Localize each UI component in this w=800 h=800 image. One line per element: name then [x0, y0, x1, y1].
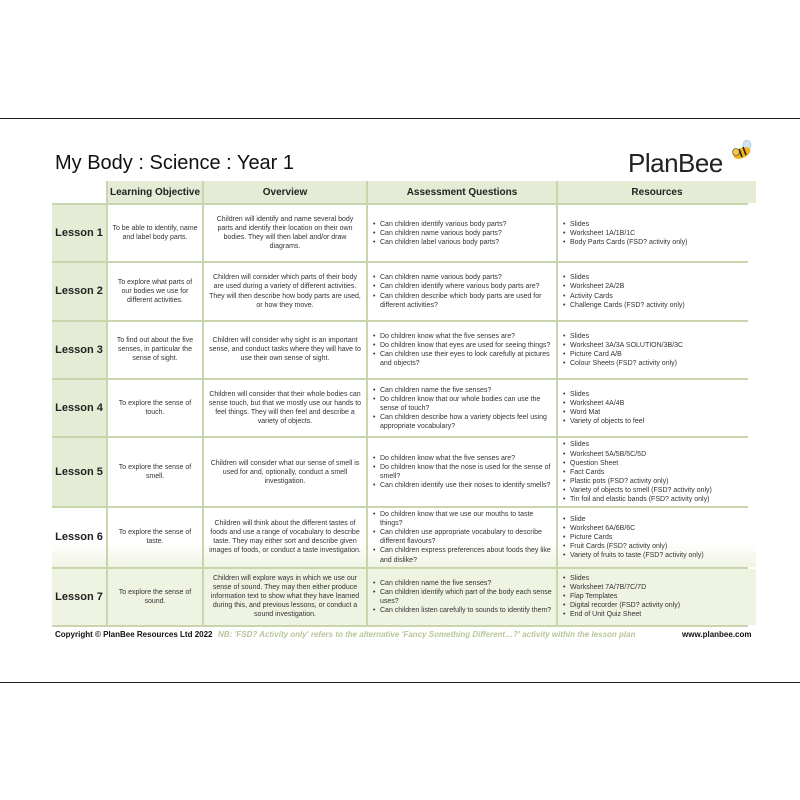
lesson-label: Lesson 3: [52, 322, 106, 378]
list-item: • Can children name various body parts?: [372, 229, 506, 238]
list-item: • Worksheet 1A/1B/1C: [562, 229, 687, 238]
fsd-note: NB: 'FSD? Activity only' refers to the alternative 'Fancy Something Different…?' activity within the lesson plan: [218, 630, 636, 639]
list-item: • Do children know what the five senses are?: [372, 332, 552, 341]
resources-list: [562, 515, 704, 560]
overview: Children will consider which parts of their body are used during a variety of different activities. They will then describe how body parts are used, or how they move.: [204, 263, 366, 319]
list-item: • Slides: [562, 390, 644, 399]
page-title: My Body : Science : Year 1: [55, 152, 295, 174]
resources-list: [562, 220, 687, 247]
lesson-label: Lesson 7: [52, 569, 106, 625]
overview: Children will think about the different tastes of foods and use a range of vocabulary to describe taste. They may either sort and describe given images of foods, or conduct a taste investigation.: [204, 508, 366, 567]
list-item: • Variety of objects to feel: [562, 417, 644, 426]
list-item: • Can children describe which body parts are used for different activities?: [372, 292, 552, 310]
list-item: • Activity Cards: [562, 292, 685, 301]
list-item: • Do children know that our whole bodies can use the sense of touch?: [372, 395, 552, 413]
list-item: • Worksheet 4A/4B: [562, 399, 644, 408]
planbee-logo: PlanBee: [628, 148, 723, 178]
resources-list: [558, 205, 756, 261]
resources-list: [558, 508, 756, 567]
assessment-questions: [368, 569, 556, 625]
list-item: • Can children label various body parts?: [372, 238, 506, 247]
list-item: • Picture Card A/B: [562, 350, 683, 359]
overview: Children will consider that their whole bodies can sense touch, but that we mostly use our hands to feel things. They will then feel and describe a variety of objects.: [204, 380, 366, 436]
questions-list: [372, 332, 552, 368]
resources-list: [562, 440, 712, 504]
list-item: • Body Parts Cards (FSD? activity only): [562, 238, 687, 247]
assessment-questions: [368, 380, 556, 436]
list-item: • Variety of fruits to taste (FSD? activity only): [562, 551, 704, 560]
list-item: • Slides: [562, 273, 685, 282]
list-item: • Can children name various body parts?: [372, 273, 552, 282]
website-link[interactable]: www.planbee.com: [682, 630, 752, 639]
assessment-questions: [368, 263, 556, 319]
resources-list: [558, 438, 756, 506]
assessment-questions: [368, 508, 556, 567]
learning-objective: To explore the sense of sound.: [108, 569, 202, 625]
list-item: • Can children identify various body parts?: [372, 220, 506, 229]
list-item: • Can children express preferences about foods they like and dislike?: [372, 546, 552, 564]
questions-list: [372, 220, 506, 247]
list-item: • Flap Templates: [562, 592, 680, 601]
list-item: • End of Unit Quiz Sheet: [562, 610, 680, 619]
list-item: • Slides: [562, 220, 687, 229]
list-item: • Tin foil and elastic bands (FSD? activity only): [562, 495, 712, 504]
resources-list: [558, 569, 756, 625]
list-item: • Slide: [562, 515, 704, 524]
bee-icon: [730, 140, 754, 160]
resources-list: [558, 263, 756, 319]
list-item: • Fruit Cards (FSD? activity only): [562, 542, 704, 551]
list-item: • Digital recorder (FSD? activity only): [562, 601, 680, 610]
list-item: • Variety of objects to smell (FSD? activity only): [562, 486, 712, 495]
list-item: • Can children use appropriate vocabulary to describe different flavours?: [372, 528, 552, 546]
list-item: • Can children identify use their noses to identify smells?: [372, 481, 552, 490]
list-item: • Worksheet 5A/5B/5C/5D: [562, 450, 712, 459]
list-item: • Plastic pots (FSD? activity only): [562, 477, 712, 486]
resources-list: [562, 332, 683, 368]
lesson-label: Lesson 5: [52, 438, 106, 506]
list-item: • Can children name the five senses?: [372, 579, 552, 588]
list-item: • Do children know what the five senses are?: [372, 454, 552, 463]
learning-objective: To explore the sense of taste.: [108, 508, 202, 567]
list-item: • Slides: [562, 332, 683, 341]
questions-list: [372, 273, 552, 309]
resources-list: [562, 273, 685, 309]
questions-list: [372, 386, 552, 431]
lesson-label: Lesson 4: [52, 380, 106, 436]
list-item: • Can children identify where various body parts are?: [372, 282, 552, 291]
list-item: • Slides: [562, 440, 712, 449]
list-item: • Slides: [562, 574, 680, 583]
list-item: • Can children use their eyes to look carefully at pictures and objects?: [372, 350, 552, 368]
learning-objective: To explore the sense of smell.: [108, 438, 202, 506]
header-resources: Resources: [558, 181, 756, 203]
lesson-label: Lesson 1: [52, 205, 106, 261]
lesson-plan-table: [52, 181, 748, 627]
list-item: • Question Sheet: [562, 459, 712, 468]
questions-list: [372, 579, 552, 615]
table-corner: [52, 181, 106, 203]
list-item: • Fact Cards: [562, 468, 712, 477]
list-item: • Word Mat: [562, 408, 644, 417]
list-item: • Worksheet 3A/3A SOLUTION/3B/3C: [562, 341, 683, 350]
resources-list: [562, 390, 644, 426]
list-item: • Colour Sheets (FSD? activity only): [562, 359, 683, 368]
learning-objective: To explore what parts of our bodies we use for different activities.: [108, 263, 202, 319]
overview: Children will consider what our sense of smell is used for and, optionally, conduct a smell investigation.: [204, 438, 366, 506]
lesson-label: Lesson 6: [52, 508, 106, 567]
overview: Children will explore ways in which we use our sense of sound. They may then either produce information text to show what they have learned during this, and previous lessons, or conduct a sound investigation.: [204, 569, 366, 625]
questions-list: [372, 454, 552, 490]
lesson-label: Lesson 2: [52, 263, 106, 319]
questions-list: [372, 510, 552, 565]
list-item: • Can children name the five senses?: [372, 386, 552, 395]
list-item: • Can children identify which part of the body each sense uses?: [372, 588, 552, 606]
list-item: • Worksheet 7A/7B/7C/7D: [562, 583, 680, 592]
header-overview: Overview: [204, 181, 366, 203]
list-item: • Can children listen carefully to sounds to identify them?: [372, 606, 552, 615]
assessment-questions: [368, 438, 556, 506]
overview: Children will identify and name several body parts and identify their location on their own bodies. They will then label and/or draw diagrams.: [204, 205, 366, 261]
resources-list: [562, 574, 680, 619]
learning-objective: To be able to identify, name and label body parts.: [108, 205, 202, 261]
list-item: • Do children know that the nose is used for the sense of smell?: [372, 463, 552, 481]
list-item: • Picture Cards: [562, 533, 704, 542]
list-item: • Do children know that we use our mouths to taste things?: [372, 510, 552, 528]
list-item: • Challenge Cards (FSD? activity only): [562, 301, 685, 310]
header-assessment-questions: Assessment Questions: [368, 181, 556, 203]
header-learning-objective: Learning Objective: [108, 181, 202, 203]
list-item: • Do children know that eyes are used for seeing things?: [372, 341, 552, 350]
overview: Children will consider why sight is an important sense, and conduct tasks where they will have to use their own sense of sight.: [204, 322, 366, 378]
resources-list: [558, 380, 756, 436]
list-item: • Worksheet 6A/6B/6C: [562, 524, 704, 533]
learning-objective: To find out about the five senses, in particular the sense of sight.: [108, 322, 202, 378]
list-item: • Can children describe how a variety objects feel using appropriate vocabulary?: [372, 413, 552, 431]
assessment-questions: [368, 322, 556, 378]
assessment-questions: [368, 205, 556, 261]
learning-objective: To explore the sense of touch.: [108, 380, 202, 436]
copyright: Copyright © PlanBee Resources Ltd 2022: [55, 630, 213, 639]
list-item: • Worksheet 2A/2B: [562, 282, 685, 291]
resources-list: [558, 322, 756, 378]
